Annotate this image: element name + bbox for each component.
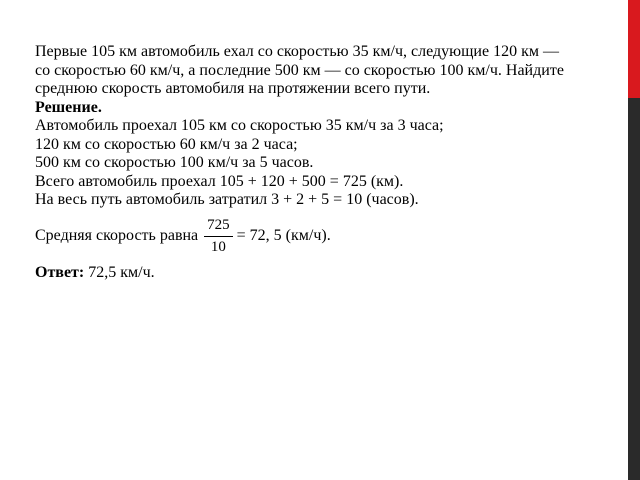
solution-line-3: 500 км со скоростью 100 км/ч за 5 часов.	[35, 154, 314, 171]
solution-line-total-time: На весь путь автомобиль затратил 3 + 2 + 5 = 10 (часов).	[35, 191, 419, 208]
right-edge-red-bar	[628, 0, 640, 98]
fraction-denominator: 10	[210, 239, 226, 255]
average-speed-prefix: Средняя скорость равна	[35, 227, 199, 245]
solution-heading: Решение.	[35, 98, 102, 116]
average-speed-formula	[35, 216, 620, 258]
answer-value: 72,5 км/ч.	[84, 263, 155, 281]
fraction	[204, 217, 233, 256]
average-speed-result: = 72, 5 (км/ч).	[236, 227, 331, 245]
problem-line-3: среднюю скорость автомобиля на протяжении всего пути.	[35, 80, 431, 97]
answer-line	[35, 264, 620, 283]
fraction-numerator: 725	[204, 217, 233, 237]
problem-line-1: Первые 105 км автомобиль ехал со скоростью 35 км/ч, следующие 120 км —	[35, 43, 559, 60]
solution-line-1: Автомобиль проехал 105 км со скоростью 35 км/ч за 3 часа;	[35, 117, 444, 134]
solution-line-total-distance: Всего автомобиль проехал 105 + 120 + 500 = 725 (км).	[35, 172, 404, 190]
document-content	[35, 43, 620, 282]
solution-line-2: 120 км со скоростью 60 км/ч за 2 часа;	[35, 135, 298, 153]
answer-label: Ответ:	[35, 263, 85, 281]
problem-line-2: со скоростью 60 км/ч, а последние 500 км — со скоростью 100 км/ч. Найдите	[35, 61, 564, 79]
